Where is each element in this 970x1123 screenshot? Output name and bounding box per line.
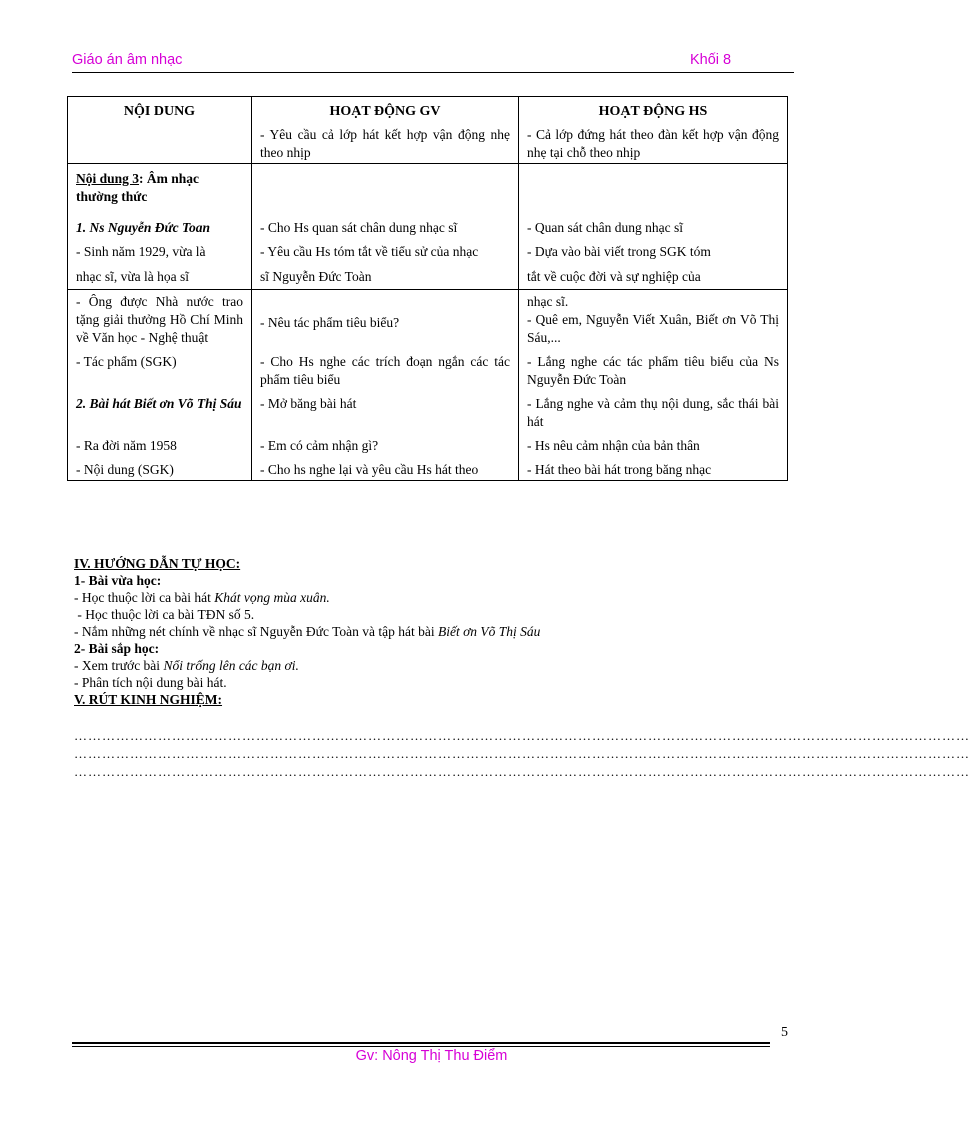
teacher-activity: sĩ Nguyễn Đức Toàn [252, 262, 519, 290]
table-row [68, 456, 788, 481]
homework-section [74, 555, 794, 708]
header-grade: Khối 8 [690, 52, 732, 68]
student-activity: - Cả lớp đứng hát theo đàn kết hợp vận động nhẹ tại chỗ theo nhịp [519, 125, 788, 164]
content-cell: 1. Ns Nguyễn Đức Toan [68, 214, 252, 238]
section-label: Nội dung 3 [76, 171, 140, 186]
homework-item: - Học thuộc lời ca bài TĐN số 5. [74, 607, 255, 622]
homework-item: - Nắm những nét chính về nhạc sĩ Nguyễn Đức Toàn và tập hát bài Biết ơn Võ Thị Sáu [74, 624, 541, 639]
song-title: Nổi trống lên các bạn ơi. [163, 658, 299, 673]
dotted-line: ………………………………………………………………………………………………………………………………………………………………………… [74, 746, 970, 761]
table-row [68, 238, 788, 262]
table-row [68, 390, 788, 432]
student-activity: - Hát theo bài hát trong băng nhạc [519, 456, 788, 481]
teacher-activity: - Cho Hs quan sát chân dung nhạc sĩ [252, 214, 519, 238]
homework-item: - Phân tích nội dung bài hát. [74, 675, 227, 690]
content-cell: - Ra đời năm 1958 [68, 432, 252, 456]
table-row [68, 262, 788, 290]
student-activity: tắt về cuộc đời và sự nghiệp của [519, 262, 788, 290]
column-header-student: HOẠT ĐỘNG HS [519, 97, 788, 126]
song-title: Biết ơn Võ Thị Sáu [437, 624, 541, 639]
teacher-activity-text: - Nêu tác phẩm tiêu biểu? [260, 315, 400, 330]
table-row [68, 214, 788, 238]
content-cell: nhạc sĩ, vừa là họa sĩ [68, 262, 252, 290]
dotted-line: ………………………………………………………………………………………………………………………………………………………………………… [74, 764, 970, 779]
student-activity-line: - Quê em, Nguyễn Viết Xuân, Biết ơn Võ Thị Sáu,... [527, 312, 779, 345]
student-activity [519, 290, 788, 349]
dotted-line: ………………………………………………………………………………………………………………………………………………………………………… [74, 728, 970, 743]
content-cell: - Ông được Nhà nước trao tặng giải thưởng Hồ Chí Minh về Văn học - Nghệ thuật [68, 290, 252, 349]
teacher-activity: - Yêu cầu Hs tóm tắt về tiểu sử của nhạc [252, 238, 519, 262]
student-activity-line: nhạc sĩ. [527, 294, 569, 309]
section-label-rest: : Âm nhạc thường thức [76, 171, 200, 204]
table-row [68, 432, 788, 456]
page-header [72, 52, 794, 73]
student-activity: - Dựa vào bài viết trong SGK tóm [519, 238, 788, 262]
student-activity: - Quan sát chân dung nhạc sĩ [519, 214, 788, 238]
content-cell: - Sinh năm 1929, vừa là [68, 238, 252, 262]
table-row [68, 125, 788, 164]
content-section-title [68, 164, 252, 215]
teacher-activity [252, 290, 519, 349]
teacher-activity: - Em có cảm nhận gì? [252, 432, 519, 456]
homework-subtitle-current: 1- Bài vừa học: [74, 573, 162, 588]
table-row [68, 290, 788, 349]
lesson-table [67, 96, 788, 481]
teacher-activity: - Cho hs nghe lại và yêu cầu Hs hát theo [252, 456, 519, 481]
table-row [68, 348, 788, 390]
footer-divider [72, 1042, 770, 1044]
page-footer: Gv: Nông Thị Thu Điểm [355, 1048, 508, 1064]
table-header-row [68, 97, 788, 126]
table-row [68, 164, 788, 215]
column-header-teacher: HOẠT ĐỘNG GV [252, 97, 519, 126]
header-subject: Giáo án âm nhạc [72, 52, 183, 68]
student-activity: - Hs nêu cảm nhận của bản thân [519, 432, 788, 456]
teacher-activity: - Yêu cầu cả lớp hát kết hợp vận động nhẹ theo nhịp [252, 125, 519, 164]
student-activity: - Lắng nghe các tác phẩm tiêu biểu của Ns Nguyễn Đức Toàn [519, 348, 788, 390]
song-title: Khát vọng mùa xuân. [214, 590, 330, 605]
experience-title: V. RÚT KINH NGHIỆM: [74, 692, 223, 707]
homework-item: - Xem trước bài Nổi trống lên các bạn ơi. [74, 658, 299, 673]
content-cell: - Nội dung (SGK) [68, 456, 252, 481]
homework-item: - Học thuộc lời ca bài hát Khát vọng mùa xuân. [74, 590, 330, 605]
student-activity: - Lắng nghe và cảm thụ nội dung, sắc thái bài hát [519, 390, 788, 432]
homework-subtitle-next: 2- Bài sắp học: [74, 641, 160, 656]
footer-divider [72, 1046, 770, 1047]
page-number: 5 [781, 1025, 788, 1040]
homework-title: IV. HƯỚNG DẪN TỰ HỌC: [74, 556, 241, 571]
content-cell: - Tác phẩm (SGK) [68, 348, 252, 390]
teacher-activity: - Cho Hs nghe các trích đoạn ngắn các tác phẩm tiêu biểu [252, 348, 519, 390]
teacher-activity: - Mở băng bài hát [252, 390, 519, 432]
column-header-content: NỘI DUNG [68, 97, 252, 126]
content-cell: 2. Bài hát Biết ơn Võ Thị Sáu [68, 390, 252, 432]
